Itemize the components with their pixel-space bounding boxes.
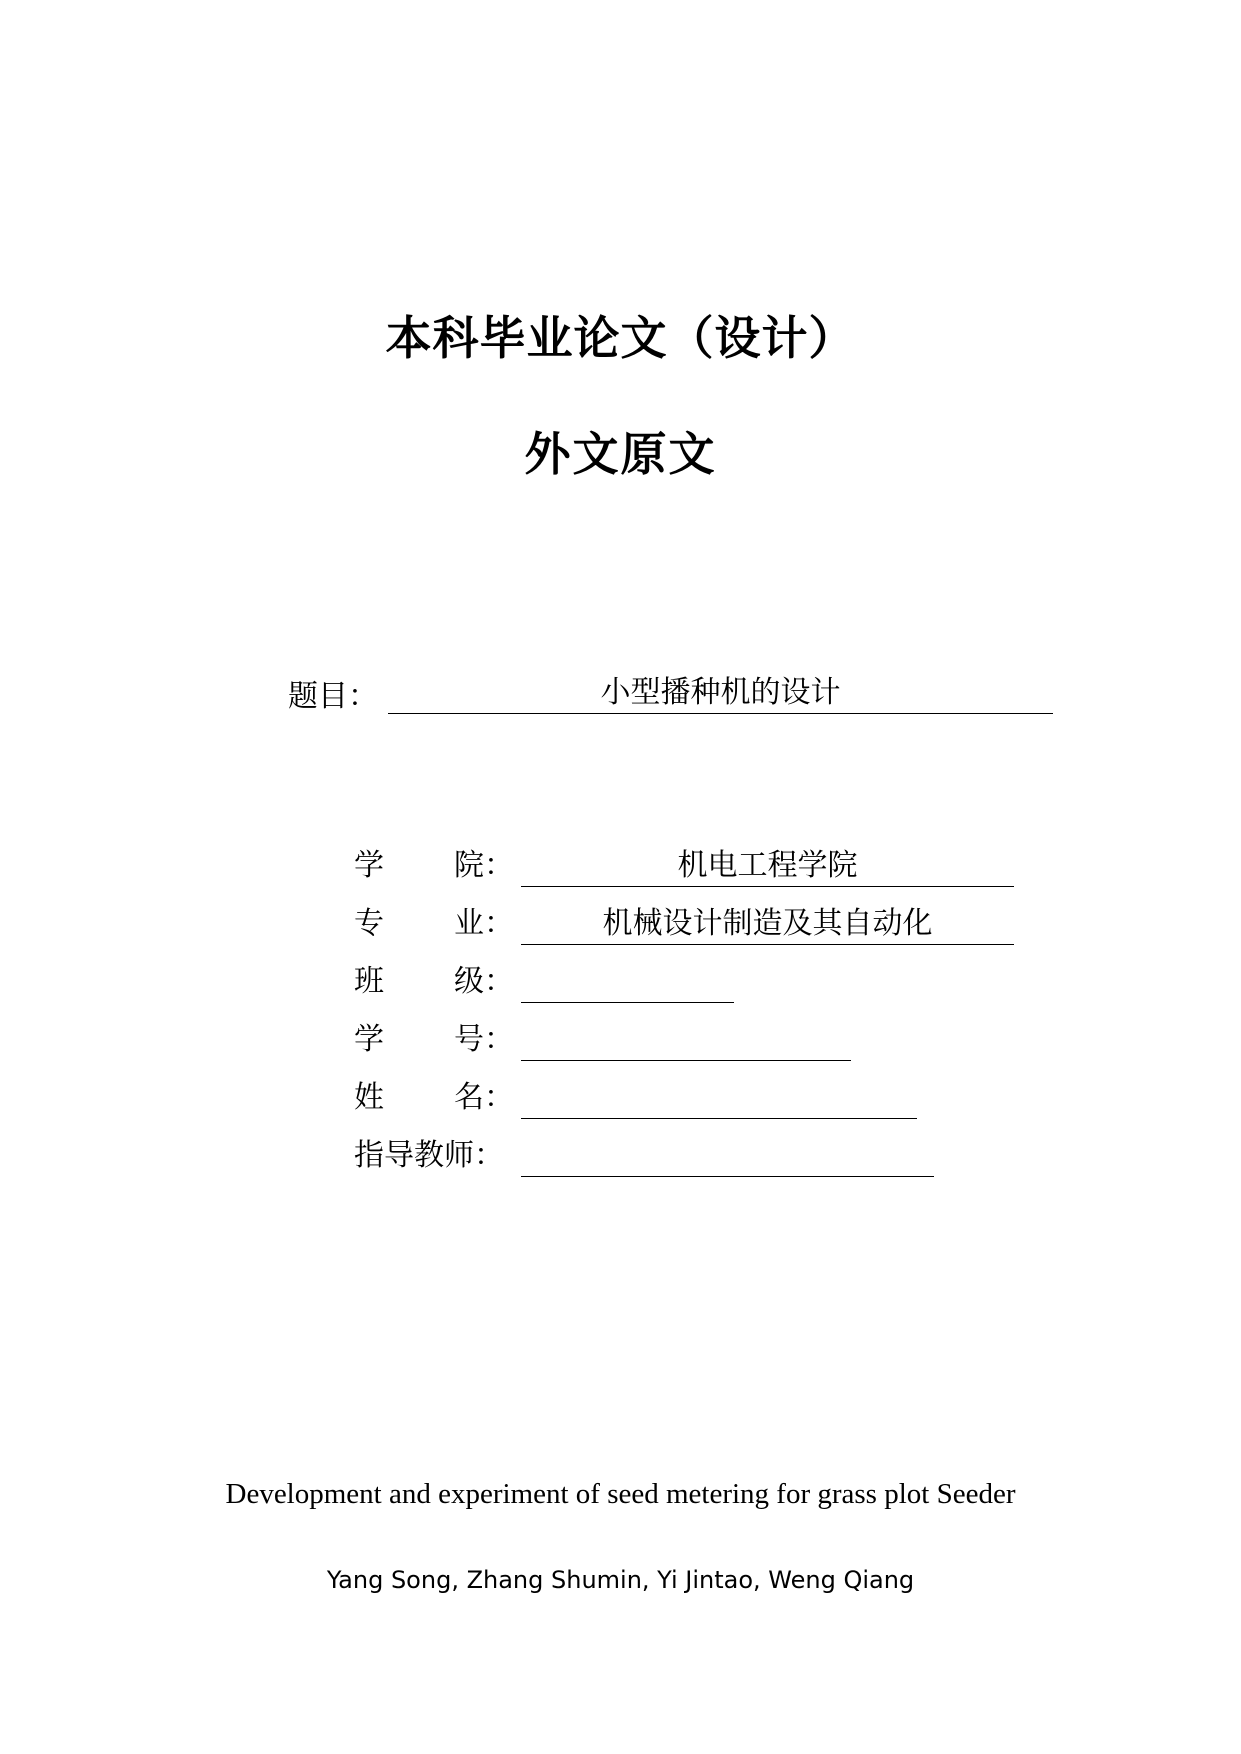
paper-title: Development and experiment of seed metering for grass plot Seeder xyxy=(225,1478,1016,1510)
topic-row xyxy=(288,673,841,717)
paper-authors: Yang Song, Zhang Shumin, Yi Jintao, Weng Qiang xyxy=(326,1566,915,1594)
major-value: 机械设计制造及其自动化 xyxy=(521,904,1014,945)
topic-label: 题目： xyxy=(288,679,378,714)
name-value xyxy=(521,1078,917,1119)
student-id-value xyxy=(521,1020,851,1061)
document-type-title: 外文原文 xyxy=(524,427,717,481)
class-value xyxy=(521,962,734,1003)
thesis-title: 本科毕业论文（设计） xyxy=(385,311,856,365)
topic-value: 小型播种机的设计 xyxy=(388,673,1053,714)
cover-page: 本科毕业论文（设计） 外文原文 题目： 小型播种机的设计 学 院 ： 机电工程学院 专 业 ： 机械设计制造及其自动化 班 级 ： 学 号 ： 姓 名 ： 指导教师： Development and experiment of seed metering for grass plot Seeder Yang Song, Zhang Shumin, Yi Jintao, Weng Qiang xyxy=(0,0,1241,1754)
advisor-label: 指导教师： xyxy=(354,1138,504,1173)
advisor-value xyxy=(521,1136,934,1177)
college-value: 机电工程学院 xyxy=(521,846,1014,887)
